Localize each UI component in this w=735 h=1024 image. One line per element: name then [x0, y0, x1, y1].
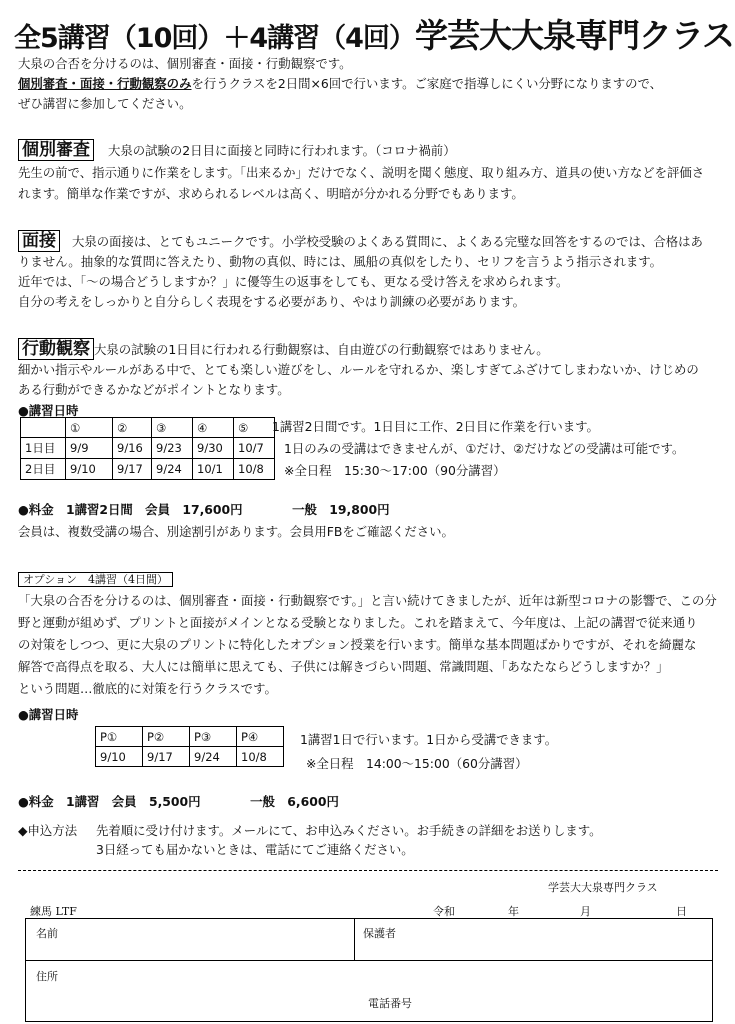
table-row: [96, 747, 284, 767]
guardian-field-label: 保護者: [363, 927, 396, 940]
intro-line1: 大泉の合否を分けるのは、個別審査・面接・行動観察です。: [18, 56, 352, 71]
table-cell: ⑤: [234, 418, 275, 438]
title-part2: 学芸大大泉専門クラス: [414, 16, 734, 55]
option-heading-label: オプション 4講習（4日間）: [18, 572, 173, 587]
schedule-label: ●講習日時: [18, 403, 79, 418]
section-line: りません。抽象的な質問に答えたり、動物の真似、時には、風船の真似をしたり、セリフを言うよう指示されます。: [18, 254, 663, 269]
fee-line: ●料金 1講習2日間 会員 17,600円 一般 19,800円: [18, 502, 390, 517]
table-cell: [21, 418, 66, 438]
section-individual: [18, 139, 456, 161]
page-title: [14, 10, 734, 57]
section-line: 自分の考えをしっかりと自分らしく表現をする必要があり、やはり訓練の必要があります。: [18, 294, 526, 309]
schedule-table: [20, 417, 275, 480]
table-cell: ①: [66, 418, 113, 438]
schedule-note: ※全日程 14:00～15:00（60分講習）: [306, 756, 528, 771]
section-lead: 大泉の面接は、とてもユニークです。小学校受験のよくある質問に、よくある完璧な回答をするのでは、合格はあ: [71, 234, 703, 249]
section-interview: [18, 230, 703, 252]
option-line: 解答で高得点を取る、大人には簡単に思えても、子供には解きづらい問題、常識問題、「あなたならどうしますか？」: [18, 659, 669, 674]
section-behavior: [18, 338, 549, 360]
form-day: 日: [676, 905, 687, 918]
table-cell: ②: [113, 418, 152, 438]
intro-emphasis: 個別審査・面接・行動観察のみ: [18, 76, 192, 91]
table-row: [21, 438, 275, 459]
section-heading: 個別審査: [18, 139, 94, 161]
apply-line: 3日経っても届かないときは、電話にてご連絡ください。: [96, 842, 414, 857]
intro-line2-rest: を行うクラスを2日間×6回で行います。ご家庭で指導しにくい分野になりますので、: [191, 76, 663, 91]
table-row: [96, 727, 284, 747]
apply-line: 先着順に受け付けます。メールにて、お申込みください。お手続きの詳細をお送りします。: [96, 823, 602, 838]
address-field-label: 住所: [36, 970, 58, 983]
option-line: 「大泉の合否を分けるのは、個別審査・面接・行動観察です。」と言い続けてきましたが、近年は新型コロナの影響で、この分: [18, 593, 717, 608]
intro-line2: [18, 74, 662, 94]
table-cell: 9/16: [113, 438, 152, 459]
table-cell: 9/24: [190, 747, 237, 767]
form-school: 練馬 LTF: [30, 905, 77, 918]
table-cell: 9/17: [113, 459, 152, 480]
name-field-label: 名前: [36, 927, 58, 940]
table-cell: 10/1: [193, 459, 234, 480]
section-line: れます。簡単な作業ですが、求められるレベルは高く、明暗が分かれる分野でもあります。: [18, 186, 524, 201]
table-cell: P④: [237, 727, 284, 747]
table-cell: 10/8: [237, 747, 284, 767]
table-cell: 10/8: [234, 459, 275, 480]
table-cell: 1日目: [21, 438, 66, 459]
section-line: 細かい指示やルールがある中で、とても楽しい遊びをし、ルールを守れるか、楽しすぎてふざけてしまわないか、けじめの: [18, 362, 699, 377]
table-row: [21, 418, 275, 438]
table-cell: 9/30: [193, 438, 234, 459]
option-heading: [18, 568, 173, 587]
table-cell: 9/10: [96, 747, 143, 767]
address-field[interactable]: [60, 975, 700, 991]
intro-line3: ぜひ講習に参加してください。: [18, 96, 192, 111]
form-divider: [354, 918, 355, 960]
option-line: の対策をしつつ、更に大泉のプリントに特化したオプション授業を行います。簡単な基本問題ばかりですが、それを綺麗な: [18, 637, 697, 652]
option-line: 野と運動が組めず、プリントと面接がメインとなる受験となりました。これを踏まえて、今年度は、上記の講習で従来通り: [18, 615, 698, 630]
table-cell: 9/10: [66, 459, 113, 480]
section-lead: 大泉の試験の1日目に行われる行動観察は、自由遊びの行動観察ではありません。: [94, 342, 549, 357]
section-line: ある行動ができるかなどがポイントとなります。: [18, 382, 290, 397]
option-schedule-table: [95, 726, 284, 767]
table-cell: ③: [152, 418, 193, 438]
section-line: 近年では、「～の場合どうしますか？」に優等生の返事をしても、更なる受け答えを求められます。: [18, 274, 569, 289]
table-cell: 9/17: [143, 747, 190, 767]
section-line: 先生の前で、指示通りに作業をします。「出来るか」だけでなく、説明を聞く態度、取り組み方、道具の使い方などを評価さ: [18, 165, 705, 180]
guardian-field[interactable]: [400, 940, 705, 958]
table-cell: ④: [193, 418, 234, 438]
schedule-note: ※全日程 15:30～17:00（90分講習）: [284, 463, 506, 478]
section-heading: 行動観察: [18, 338, 94, 360]
phone-field[interactable]: [430, 995, 700, 1013]
fee-line: ●料金 1講習 会員 5,500円 一般 6,600円: [18, 794, 339, 809]
table-cell: 9/24: [152, 459, 193, 480]
table-cell: P③: [190, 727, 237, 747]
schedule-label: ●講習日時: [18, 707, 79, 722]
table-row: [21, 459, 275, 480]
cut-line: [18, 870, 718, 871]
form-class-name: 学芸大大泉専門クラス: [548, 881, 658, 894]
form-era: 令和: [433, 905, 455, 918]
table-cell: 10/7: [234, 438, 275, 459]
phone-field-label: 電話番号: [368, 997, 412, 1010]
table-cell: 9/23: [152, 438, 193, 459]
schedule-note: 1日のみの受講はできませんが、①だけ、②だけなどの受講は可能です。: [284, 441, 685, 456]
name-field[interactable]: [60, 940, 350, 958]
section-lead: 大泉の試験の2日目に面接と同時に行われます。（コロナ禍前）: [107, 143, 456, 158]
title-part1: 全5講習（10回）＋4講習（4回）: [14, 23, 415, 54]
section-heading: 面接: [18, 230, 60, 252]
schedule-note: 1講習1日で行います。1日から受講できます。: [300, 732, 558, 747]
table-cell: P①: [96, 727, 143, 747]
table-cell: P②: [143, 727, 190, 747]
form-year: 年: [508, 905, 519, 918]
fee-note: 会員は、複数受講の場合、別途割引があります。会員用FBをご確認ください。: [18, 524, 454, 539]
table-cell: 2日目: [21, 459, 66, 480]
apply-label: ◆申込方法: [18, 823, 78, 838]
form-divider: [25, 960, 712, 961]
schedule-note: 1講習2日間です。1日目に工作、2日目に作業を行います。: [272, 419, 599, 434]
option-line: という問題…徹底的に対策を行うクラスです。: [18, 681, 277, 696]
table-cell: 9/9: [66, 438, 113, 459]
form-month: 月: [580, 905, 591, 918]
